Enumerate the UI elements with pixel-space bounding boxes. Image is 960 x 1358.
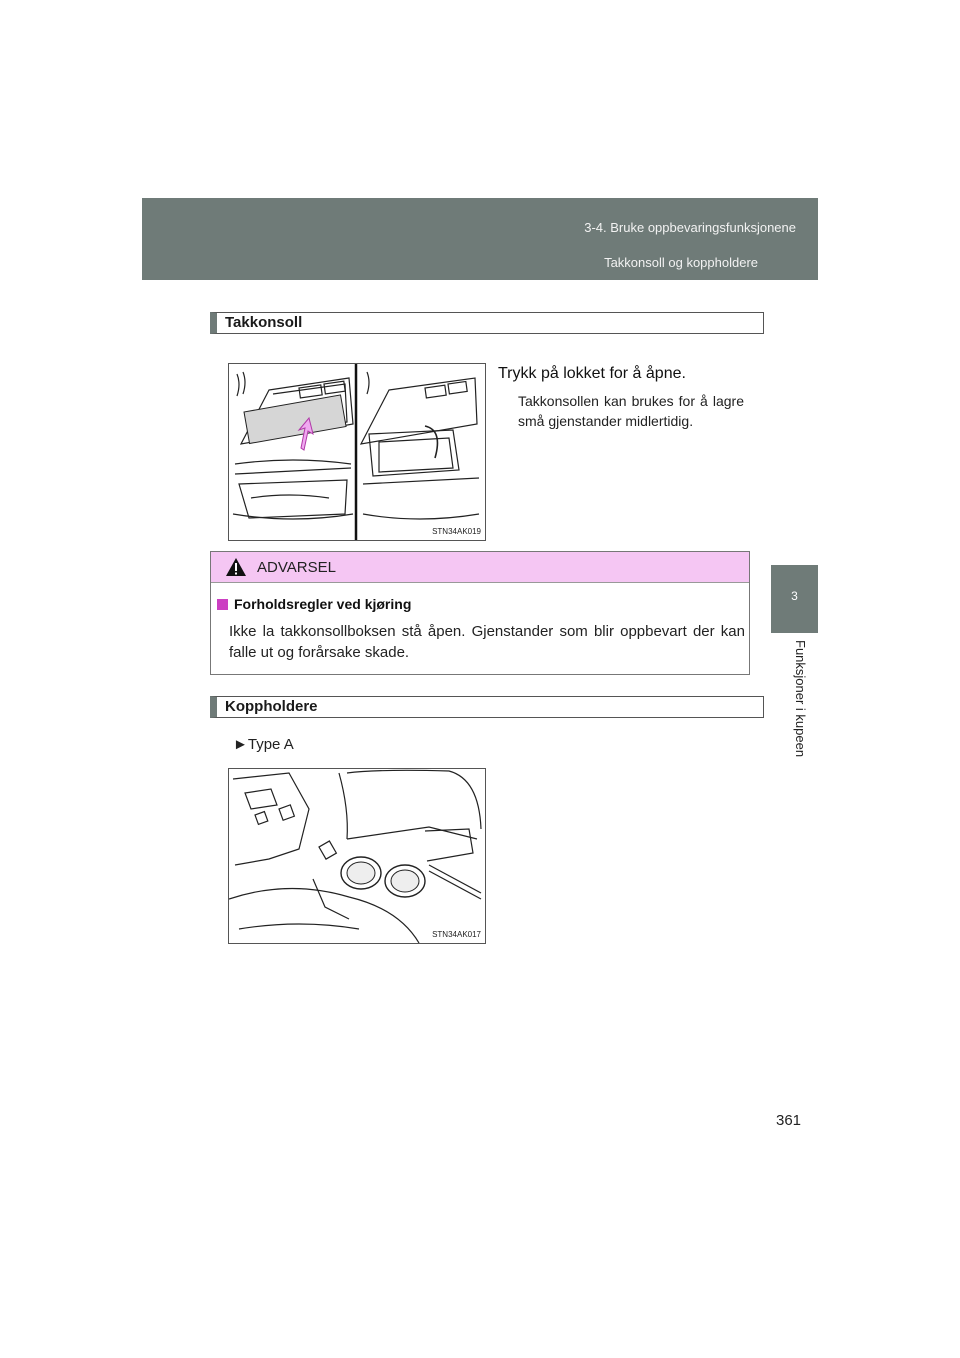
page-number: 361 bbox=[776, 1112, 802, 1129]
header-band bbox=[142, 198, 818, 280]
overhead-console-illustration bbox=[228, 363, 486, 541]
warning-box bbox=[210, 551, 750, 675]
overhead-console-drawing bbox=[229, 364, 485, 540]
section-heading-takkonsoll: Takkonsoll bbox=[210, 312, 764, 334]
warning-header bbox=[211, 552, 749, 583]
warning-subheading bbox=[217, 596, 411, 612]
type-label-text: Type A bbox=[247, 736, 294, 753]
cup-holder-drawing bbox=[229, 769, 485, 943]
chapter-tab: 3 bbox=[771, 565, 818, 633]
type-marker-icon: ► bbox=[233, 736, 248, 753]
warning-subheading-text: Forholdsregler ved kjøring bbox=[234, 596, 412, 612]
instruction-note: Takkonsollen kan brukes for å lagre små gjenstander midlertidig. bbox=[518, 393, 744, 429]
cup-holder-illustration bbox=[228, 768, 486, 944]
instruction-step: Trykk på lokket for å åpne. bbox=[498, 365, 686, 382]
chapter-title: 3-4. Bruke oppbevaringsfunksjonene bbox=[584, 220, 796, 235]
type-label bbox=[233, 736, 294, 753]
figure-code: STN34AK017 bbox=[432, 930, 481, 939]
figure-code: STN34AK019 bbox=[432, 527, 481, 536]
section-heading-koppholdere: Koppholdere bbox=[210, 696, 764, 718]
chapter-tab-label: Funksjoner i kupeen bbox=[793, 640, 808, 758]
section-subtitle: Takkonsoll og koppholdere bbox=[604, 255, 758, 270]
warning-text: Ikke la takkonsollboksen stå åpen. Gjenstander som blir oppbevart der kan falle ut og forårsake skade. bbox=[229, 623, 745, 661]
bullet-square-icon bbox=[217, 599, 228, 610]
warning-triangle-icon bbox=[225, 557, 247, 577]
warning-title: ADVARSEL bbox=[257, 559, 336, 576]
